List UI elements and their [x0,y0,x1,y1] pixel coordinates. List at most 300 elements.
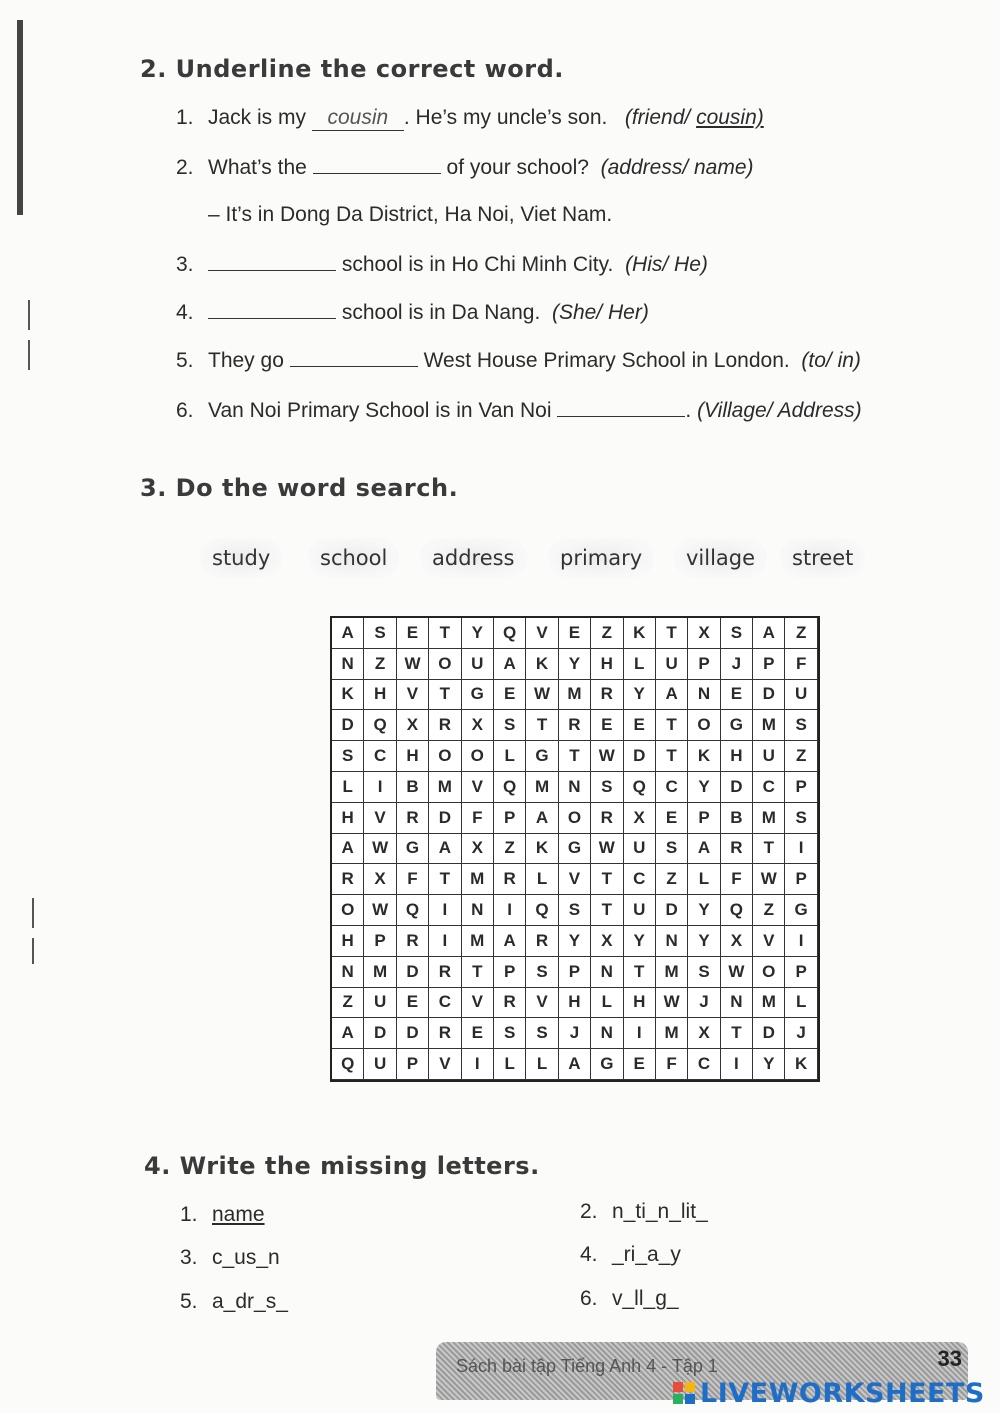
grid-cell[interactable]: O [429,649,461,680]
grid-cell[interactable]: G [785,895,817,926]
s4-item-4[interactable] [580,1243,681,1267]
grid-cell[interactable]: L [494,741,526,772]
item-text: name [212,1203,265,1226]
grid-cell[interactable]: R [332,864,364,895]
grid-cell[interactable]: Y [624,926,656,957]
grid-cell[interactable]: Q [494,772,526,803]
word-bank-item: address [420,538,527,578]
grid-cell[interactable]: L [494,1049,526,1080]
grid-cell[interactable]: I [721,1049,753,1080]
grid-cell[interactable]: P [494,803,526,834]
grid-cell[interactable]: S [785,710,817,741]
grid-cell[interactable]: Q [526,895,558,926]
grid-cell[interactable]: X [721,926,753,957]
grid-cell[interactable]: M [526,772,558,803]
grid-cell[interactable]: I [494,895,526,926]
answer-blank[interactable] [208,252,336,271]
grid-cell[interactable]: L [785,988,817,1019]
grid-cell[interactable]: K [526,834,558,865]
s4-item-3[interactable] [180,1246,280,1270]
grid-cell[interactable]: Q [624,772,656,803]
grid-cell[interactable]: E [462,1018,494,1049]
grid-cell[interactable]: A [332,834,364,865]
item-number: 6. [580,1287,598,1310]
grid-cell[interactable]: B [397,772,429,803]
grid-cell[interactable]: H [721,741,753,772]
item-number: 2. [176,156,194,179]
answer-blank[interactable] [557,398,685,417]
grid-cell[interactable]: I [462,1049,494,1080]
grid-cell[interactable]: U [364,988,396,1019]
option-underlined: cousin) [696,106,764,129]
item-text: school is in Ho Chi Minh City. [341,253,614,276]
grid-cell[interactable]: T [656,710,688,741]
grid-cell[interactable]: P [397,1049,429,1080]
grid-cell[interactable]: R [429,1018,461,1049]
s4-item-2[interactable] [580,1200,708,1224]
grid-cell[interactable]: C [753,772,785,803]
grid-cell[interactable]: R [397,926,429,957]
word-bank-item: village [674,538,767,578]
word-bank-item: primary [548,538,654,578]
grid-cell[interactable]: K [688,741,720,772]
item-text: _ri_a_y [612,1243,681,1266]
grid-cell[interactable]: T [721,1018,753,1049]
grid-cell[interactable]: L [688,864,720,895]
scan-mark [32,938,34,964]
grid-cell[interactable]: T [591,895,623,926]
word-bank-item: study [200,538,282,578]
grid-cell[interactable]: T [429,680,461,711]
grid-cell[interactable]: M [462,864,494,895]
grid-cell[interactable]: Y [559,649,591,680]
grid-cell[interactable]: X [462,710,494,741]
grid-cell[interactable]: I [429,926,461,957]
item-number: 5. [180,1290,198,1313]
grid-cell[interactable]: E [494,680,526,711]
item-text: . He’s my uncle’s son. [403,106,608,129]
grid-cell[interactable]: B [721,803,753,834]
grid-cell[interactable]: D [332,710,364,741]
grid-cell[interactable]: M [753,988,785,1019]
s2-item-6 [176,398,862,423]
grid-cell[interactable]: A [332,1018,364,1049]
grid-cell[interactable]: S [591,772,623,803]
grid-cell[interactable]: D [721,772,753,803]
grid-cell[interactable]: F [785,649,817,680]
grid-cell[interactable]: P [494,957,526,988]
grid-cell[interactable]: X [591,926,623,957]
word-bank-item: street [780,538,865,578]
scan-mark [28,340,30,370]
grid-cell[interactable]: A [688,834,720,865]
grid-cell[interactable]: K [785,1049,817,1080]
grid-cell[interactable]: E [721,680,753,711]
grid-cell[interactable]: W [364,834,396,865]
grid-cell[interactable]: L [526,1049,558,1080]
grid-cell[interactable]: V [462,772,494,803]
grid-cell[interactable]: T [624,957,656,988]
item-text: Van Noi Primary School is in Van Noi [208,399,552,422]
s4-item-5[interactable] [180,1290,288,1314]
grid-cell[interactable]: N [462,895,494,926]
grid-cell[interactable]: P [785,957,817,988]
grid-cell[interactable]: X [688,1018,720,1049]
grid-cell[interactable]: Z [364,649,396,680]
grid-cell[interactable]: D [753,680,785,711]
section4-title: 4. Write the missing letters. [144,1152,540,1180]
item-text: Jack is my [208,106,307,129]
item-number: 2. [580,1200,598,1223]
grid-cell[interactable]: U [624,834,656,865]
grid-cell[interactable]: R [559,710,591,741]
grid-cell[interactable]: D [753,1018,785,1049]
grid-cell[interactable]: M [656,1018,688,1049]
item-text: n_ti_n_lit_ [612,1200,708,1223]
grid-cell[interactable]: S [526,1018,558,1049]
grid-cell[interactable]: C [429,988,461,1019]
grid-cell[interactable]: O [559,803,591,834]
grid-cell[interactable]: A [429,834,461,865]
item-text: a_dr_s_ [212,1290,288,1313]
s2-item-3 [176,252,708,277]
page-number: 33 [937,1346,962,1371]
grid-cell[interactable]: P [559,957,591,988]
grid-cell[interactable]: N [332,957,364,988]
grid-cell[interactable]: V [559,864,591,895]
word-bank [200,530,890,590]
grid-cell[interactable]: H [397,741,429,772]
grid-cell[interactable]: H [364,680,396,711]
grid-cell[interactable]: X [364,864,396,895]
grid-cell[interactable]: G [397,834,429,865]
grid-cell[interactable]: P [785,772,817,803]
grid-cell[interactable]: A [494,649,526,680]
grid-cell[interactable]: K [332,680,364,711]
grid-cell[interactable]: H [591,649,623,680]
grid-cell[interactable]: S [364,618,396,649]
answer-blank[interactable] [313,155,441,174]
grid-cell[interactable]: S [494,710,526,741]
grid-cell[interactable]: W [721,957,753,988]
grid-cell[interactable]: Y [462,618,494,649]
grid-cell[interactable]: A [559,1049,591,1080]
grid-cell[interactable]: T [429,864,461,895]
grid-cell[interactable]: A [332,618,364,649]
word-search-grid [330,616,820,1082]
grid-cell[interactable]: Z [332,988,364,1019]
grid-cell[interactable]: D [397,957,429,988]
grid-cell[interactable]: D [656,895,688,926]
grid-cell[interactable]: Y [559,926,591,957]
s2-item-4 [176,300,649,325]
item-text: v_ll_g_ [612,1287,679,1310]
options: (to/ in) [801,349,861,372]
grid-cell[interactable]: R [429,957,461,988]
grid-cell[interactable]: L [526,864,558,895]
grid-cell[interactable]: S [656,834,688,865]
grid-cell[interactable]: E [591,710,623,741]
item-text: What’s the [208,156,307,179]
grid-cell[interactable]: N [656,926,688,957]
grid-cell[interactable]: N [721,988,753,1019]
grid-cell[interactable]: A [656,680,688,711]
s4-item-1[interactable] [180,1203,265,1227]
item-number: 1. [180,1203,198,1226]
grid-cell[interactable]: Z [591,618,623,649]
s2-item-5 [176,348,861,373]
grid-cell[interactable]: Z [785,741,817,772]
grid-cell[interactable]: W [364,895,396,926]
item-text: . [685,399,692,422]
grid-cell[interactable]: Y [688,772,720,803]
grid-cell[interactable]: H [332,803,364,834]
answer-blank[interactable] [208,300,336,319]
grid-cell[interactable]: C [688,1049,720,1080]
grid-cell[interactable]: E [656,803,688,834]
grid-cell[interactable]: O [462,741,494,772]
scan-mark [28,300,30,330]
grid-cell[interactable]: Q [494,618,526,649]
grid-cell[interactable]: G [559,834,591,865]
grid-cell[interactable]: C [364,741,396,772]
grid-cell[interactable]: H [332,926,364,957]
grid-cell[interactable]: V [753,926,785,957]
grid-cell[interactable]: W [526,680,558,711]
grid-cell[interactable]: L [591,988,623,1019]
grid-cell[interactable]: J [785,1018,817,1049]
options: (His/ He) [625,253,708,276]
grid-cell[interactable]: Q [721,895,753,926]
s2-note: – It’s in Dong Da District, Ha Noi, Viet Nam. [208,203,613,226]
options: (She/ Her) [551,301,649,324]
grid-cell[interactable]: S [559,895,591,926]
grid-cell[interactable]: T [656,618,688,649]
option: (friend/ [624,106,691,129]
options: (Village/ Address) [697,399,862,422]
grid-cell[interactable]: J [721,649,753,680]
grid-cell[interactable]: T [559,741,591,772]
s2-item-2 [176,155,754,180]
item-text: c_us_n [212,1246,280,1269]
grid-cell[interactable]: W [591,834,623,865]
item-text: school is in Da Nang. [341,301,541,324]
grid-cell[interactable]: E [624,1049,656,1080]
grid-cell[interactable]: J [559,1018,591,1049]
scan-mark [32,898,34,928]
grid-cell[interactable]: Y [688,926,720,957]
grid-cell[interactable]: Z [785,618,817,649]
grid-cell[interactable]: P [753,649,785,680]
grid-cell[interactable]: R [591,803,623,834]
grid-cell[interactable]: C [656,772,688,803]
grid-cell[interactable]: U [462,649,494,680]
grid-cell[interactable]: Y [753,1049,785,1080]
grid-cell[interactable]: Q [332,1049,364,1080]
answer-blank[interactable] [290,348,418,367]
grid-cell[interactable]: A [526,803,558,834]
grid-cell[interactable]: X [397,710,429,741]
options: (address/ name) [600,156,754,179]
grid-cell[interactable]: V [462,988,494,1019]
grid-cell[interactable]: S [526,957,558,988]
item-number: 3. [180,1246,198,1269]
grid-cell[interactable]: A [753,618,785,649]
grid-cell[interactable]: D [429,803,461,834]
grid-cell[interactable]: W [591,741,623,772]
grid-cell[interactable]: N [591,1018,623,1049]
grid-cell[interactable]: R [397,803,429,834]
grid-cell[interactable]: I [429,895,461,926]
grid-cell[interactable]: Y [688,895,720,926]
grid-cell[interactable]: T [656,741,688,772]
section2-title: 2. Underline the correct word. [140,55,564,83]
grid-cell[interactable]: F [462,803,494,834]
grid-cell[interactable]: T [462,957,494,988]
grid-cell[interactable]: N [688,680,720,711]
grid-cell[interactable]: U [656,649,688,680]
grid-cell[interactable]: U [753,741,785,772]
grid-cell[interactable]: M [559,680,591,711]
item-number: 1. [176,106,194,129]
grid-cell[interactable]: U [785,680,817,711]
item-number: 6. [176,399,194,422]
grid-cell[interactable]: R [721,834,753,865]
grid-cell[interactable]: R [526,926,558,957]
grid-cell[interactable]: F [656,1049,688,1080]
grid-cell[interactable]: M [656,957,688,988]
grid-cell[interactable]: E [397,618,429,649]
grid-cell[interactable]: D [624,741,656,772]
grid-cell[interactable]: Q [364,710,396,741]
grid-cell[interactable]: Y [624,680,656,711]
answer-blank[interactable]: cousin [312,106,404,131]
grid-cell[interactable]: Z [656,864,688,895]
grid-cell[interactable]: Z [494,834,526,865]
grid-cell[interactable]: V [397,680,429,711]
grid-cell[interactable]: A [494,926,526,957]
grid-cell[interactable]: K [526,649,558,680]
grid-cell[interactable]: U [624,895,656,926]
item-text: West House Primary School in London. [423,349,790,372]
grid-cell[interactable]: H [559,988,591,1019]
grid-cell[interactable]: S [688,957,720,988]
grid-cell[interactable]: P [364,926,396,957]
grid-cell[interactable]: D [397,1018,429,1049]
grid-cell[interactable]: X [462,834,494,865]
grid-cell[interactable]: S [785,803,817,834]
grid-cell[interactable]: G [591,1049,623,1080]
item-number: 3. [176,253,194,276]
grid-cell[interactable]: U [364,1049,396,1080]
grid-cell[interactable]: I [624,1018,656,1049]
grid-cell[interactable]: S [494,1018,526,1049]
grid-cell[interactable]: G [462,680,494,711]
grid-cell[interactable]: N [591,957,623,988]
footer-text: Sách bài tập Tiếng Anh 4 - Tập 1 [456,1356,718,1376]
grid-cell[interactable]: E [559,618,591,649]
liveworksheets-brand[interactable]: LIVEWORKSHEETS [700,1378,985,1409]
grid-cell[interactable]: M [753,710,785,741]
grid-cell[interactable]: P [688,803,720,834]
grid-cell[interactable]: V [429,1049,461,1080]
grid-cell[interactable]: M [429,772,461,803]
grid-cell[interactable]: P [785,864,817,895]
grid-cell[interactable]: T [429,618,461,649]
section3-title: 3. Do the word search. [140,474,459,502]
grid-cell[interactable]: D [364,1018,396,1049]
grid-cell[interactable]: G [721,710,753,741]
grid-cell[interactable]: N [332,649,364,680]
grid-cell[interactable]: H [624,988,656,1019]
grid-cell[interactable]: W [397,649,429,680]
grid-cell[interactable]: V [526,988,558,1019]
grid-cell[interactable]: I [785,926,817,957]
grid-cell[interactable]: I [364,772,396,803]
item-text: of your school? [446,156,589,179]
grid-cell[interactable]: Q [397,895,429,926]
grid-cell[interactable]: O [753,957,785,988]
grid-cell[interactable]: Z [753,895,785,926]
grid-cell[interactable]: L [624,649,656,680]
word-bank-item: school [308,538,399,578]
grid-cell[interactable]: R [591,680,623,711]
liveworksheets-logo-icon [672,1380,696,1406]
grid-cell[interactable]: T [591,864,623,895]
s4-item-6[interactable] [580,1287,679,1311]
grid-cell[interactable]: S [332,741,364,772]
grid-cell[interactable]: O [332,895,364,926]
grid-cell[interactable]: G [526,741,558,772]
scan-edge-mark [17,20,23,215]
grid-cell[interactable]: W [753,864,785,895]
grid-cell[interactable]: J [688,988,720,1019]
grid-cell[interactable]: V [526,618,558,649]
grid-cell[interactable]: T [753,834,785,865]
grid-cell[interactable]: F [721,864,753,895]
grid-cell[interactable]: O [429,741,461,772]
grid-cell[interactable]: N [559,772,591,803]
grid-cell[interactable]: E [397,988,429,1019]
grid-cell[interactable]: E [624,710,656,741]
grid-cell[interactable]: P [688,649,720,680]
grid-cell[interactable]: M [753,803,785,834]
item-number: 4. [580,1243,598,1266]
item-text: They go [208,349,284,372]
item-number: 5. [176,349,194,372]
grid-cell[interactable]: K [624,618,656,649]
grid-cell[interactable]: C [624,864,656,895]
grid-cell[interactable]: S [721,618,753,649]
grid-cell[interactable]: X [688,618,720,649]
grid-cell[interactable]: X [624,803,656,834]
item-number: 4. [176,301,194,324]
grid-cell[interactable]: I [785,834,817,865]
s2-item-1 [176,106,764,131]
grid-cell[interactable]: R [494,988,526,1019]
grid-cell[interactable]: M [364,957,396,988]
grid-cell[interactable]: V [364,803,396,834]
grid-cell[interactable]: W [656,988,688,1019]
grid-cell[interactable]: F [397,864,429,895]
grid-cell[interactable]: R [494,864,526,895]
grid-cell[interactable]: M [462,926,494,957]
grid-cell[interactable]: R [429,710,461,741]
options [625,106,764,129]
grid-cell[interactable]: L [332,772,364,803]
grid-cell[interactable]: O [688,710,720,741]
grid-cell[interactable]: T [526,710,558,741]
